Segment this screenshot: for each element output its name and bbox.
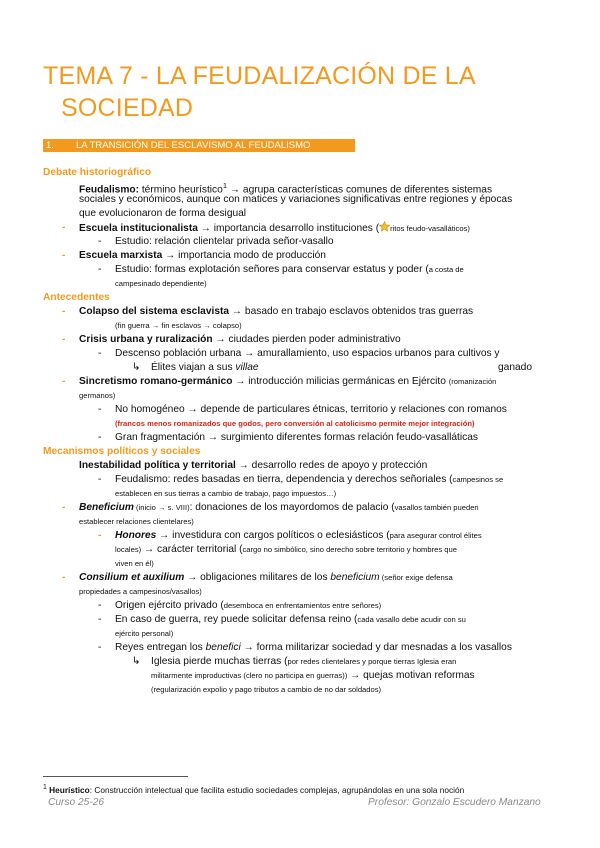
consilium-small: (señor exige defensa xyxy=(379,573,453,582)
title-line-1: TEMA 7 - LA FEUDALIZACIÓN DE LA xyxy=(43,62,476,90)
iglesia-text: Iglesia pierde muchas tierras ( xyxy=(151,656,288,667)
no-homogeneo: No homogéneo → depende de particulares étnicas, territorio y relaciones con romanos xyxy=(115,404,507,415)
sincretismo-term: Sincretismo romano-germánico → xyxy=(79,376,246,387)
feudalismo-text-2: → agrupa características comunes de diferentes sistemas xyxy=(227,184,493,196)
honores-text-2: → carácter territorial ( xyxy=(141,544,243,555)
feud-small: campesinos se xyxy=(452,475,504,484)
dash-bullet: - xyxy=(62,376,66,387)
footer-course: Curso 25-26 xyxy=(48,797,105,808)
origen-text: Origen ejército privado ( xyxy=(115,600,224,611)
dash-bullet: - xyxy=(98,614,102,625)
beneficium-small-2: vasallos también pueden xyxy=(394,503,479,512)
title-line-2: SOCIEDAD xyxy=(61,94,194,122)
section-label: LA TRANSICIÓN DEL ESCLAVISMO AL FEUDALISMO xyxy=(76,140,311,151)
sincretismo-line xyxy=(79,375,496,389)
consilium-small-2: propiedades a campesinos/vasallos) xyxy=(79,587,202,596)
sincretismo-text: introducción milicias germánicas en Ejército xyxy=(245,376,449,387)
iglesia-text-2: → quejas motivan reformas xyxy=(347,670,475,681)
honores-term: Honores xyxy=(115,530,157,541)
fragmentacion: Gran fragmentación → surgimiento diferentes formas relación feudo-vasalláticas xyxy=(115,432,478,443)
footnote xyxy=(43,782,464,796)
crisis-term: Crisis urbana y ruralización → xyxy=(79,334,226,345)
consilium-italic: beneficium xyxy=(330,572,380,583)
dash-bullet: - xyxy=(62,572,66,583)
sub-arrow-bullet: ↳ xyxy=(132,362,141,373)
footnote-ref: 1 xyxy=(222,181,228,190)
crisis-sub: Descenso población urbana → amurallamiento, uso espacios urbanos para cultivos y xyxy=(115,348,500,359)
marx-text: importancia modo de producción xyxy=(175,250,326,261)
inst-sub: Estudio: relación clientelar privada señor-vasallo xyxy=(115,236,334,247)
honores-small-3: cargo no simbólico, sino derecho sobre territorio y hombres que xyxy=(242,545,457,554)
beneficium-small-3: establecer relaciones clientelares) xyxy=(79,517,194,526)
inst-term: Escuela institucionalista → xyxy=(79,223,211,234)
escuela-marxista xyxy=(79,249,326,263)
dash-bullet: - xyxy=(62,334,66,345)
marx-small: a costa de xyxy=(428,265,464,274)
dash-bullet: - xyxy=(62,502,66,513)
crisis-text: ciudades pierden poder administrativo xyxy=(225,334,401,345)
iglesia-line xyxy=(151,655,456,669)
crisis-ganado: ganado xyxy=(498,362,532,373)
consilium-term: Consilium et auxilium → xyxy=(79,572,198,583)
colapso-text: basado en trabajo esclavos obtenidos tras guerras xyxy=(242,306,474,317)
marx-sub xyxy=(115,263,464,277)
marx-term: Escuela marxista → xyxy=(79,250,176,261)
dash-bullet: - xyxy=(98,474,102,485)
honores-line xyxy=(115,529,482,543)
sub-arrow-bullet: ↳ xyxy=(132,656,141,667)
iglesia-small-2: militarmente improductivas (clero no participa en guerras)) xyxy=(151,671,348,680)
dash-bullet: - xyxy=(62,250,66,261)
honores-small: para asegurar control élites xyxy=(389,531,482,540)
feud-sub-text: Feudalismo: redes basadas en tierra, dependencia y derechos señoriales ( xyxy=(115,474,453,485)
star-icon xyxy=(379,221,390,232)
guerra-line xyxy=(115,613,466,627)
honores-text: → investidura con cargos políticos o eclesiásticos ( xyxy=(156,530,390,541)
section-number: 1. xyxy=(46,140,54,151)
feud-small-2: establecen en sus tierras a cambio de trabajo, pago impuestos…) xyxy=(115,489,337,498)
inst-text: importancia desarrollo instituciones ( xyxy=(210,223,380,234)
footnote-term: Heurístico xyxy=(46,784,90,795)
heading-mecanismos: Mecanismos políticos y sociales xyxy=(43,446,201,457)
beneficium-term: Beneficium xyxy=(79,502,134,513)
inestab-term: Inestabilidad política y territorial → xyxy=(79,460,249,471)
crisis-sub-2 xyxy=(151,361,259,375)
beneficium-line xyxy=(79,501,479,515)
marx-sub-text: Estudio: formas explotación señores para conservar estatus y poder ( xyxy=(115,264,429,275)
no-homogeneo-note: (francos menos romanizados que godos, pero conversión al catolicismo permite mejor integración) xyxy=(115,419,475,428)
benefici-term: benefici xyxy=(205,642,241,653)
villae-term: villae xyxy=(235,362,259,373)
guerra-small: cada vasallo debe acudir con su xyxy=(357,615,466,624)
heading-antecedentes: Antecedentes xyxy=(43,292,110,303)
guerra-text: En caso de guerra, rey puede solicitar defensa reino ( xyxy=(115,614,358,625)
colapso-term: Colapso del sistema esclavista → xyxy=(79,306,243,317)
feudalismo-sub xyxy=(115,473,503,487)
inst-small: ritos feudo-vasalláticos) xyxy=(390,224,470,233)
iglesia-small: por redes clientelares y porque tierras Iglesia eran xyxy=(287,657,457,666)
colapso-line xyxy=(79,305,473,319)
section-heading-bar xyxy=(43,139,355,152)
page-title xyxy=(43,60,563,124)
dash-bullet: - xyxy=(98,600,102,611)
reyes-text-2: → forma militarizar sociedad y dar mesnadas a los vasallos xyxy=(240,642,512,653)
sincretismo-small: (romanización xyxy=(448,377,497,386)
footnote-rule xyxy=(43,776,188,777)
iglesia-line-2 xyxy=(151,669,475,683)
reyes-line xyxy=(115,641,512,655)
inestab-text: desarrollo redes de apoyo y protección xyxy=(248,460,428,471)
dash-bullet: - xyxy=(62,222,66,233)
escuela-institucionalista xyxy=(79,221,470,236)
footnote-number: 1 xyxy=(43,784,47,791)
feudalismo-text: término heurístico xyxy=(139,184,223,196)
origen-line xyxy=(115,599,381,613)
footnote-text: : Construcción intelectual que facilita estudio sociedades complejas, agrupándolas en una sola noción xyxy=(89,784,465,795)
heading-debate: Debate historiográfico xyxy=(43,167,152,178)
consilium-text: obligaciones militares de los xyxy=(197,572,331,583)
marx-small-2: campesinado dependiente) xyxy=(115,279,207,288)
feudalismo-term: Feudalismo: xyxy=(79,184,140,196)
feudalismo-line-3: que evolucionaron de forma desigual xyxy=(79,208,247,219)
consilium-line xyxy=(79,571,453,585)
dash-bullet: - xyxy=(98,264,102,275)
footer-professor: Profesor: Gonzalo Escudero Manzano xyxy=(368,797,541,808)
crisis-line xyxy=(79,333,401,347)
dash-bullet: - xyxy=(98,404,102,415)
dash-bullet: - xyxy=(98,236,102,247)
honores-small-4: viven en él) xyxy=(115,559,154,568)
reyes-text: Reyes entregan los xyxy=(115,642,206,653)
crisis-sub2-text: Élites viajan a sus xyxy=(151,362,236,373)
inestabilidad-line xyxy=(79,459,427,473)
beneficium-small: (inicio → s. VIII) xyxy=(133,503,190,512)
iglesia-small-3: (regularización expolio y pago tributos a cambio de no dar soldados) xyxy=(151,685,382,694)
dash-bullet: - xyxy=(98,432,102,443)
dash-bullet: - xyxy=(98,348,102,359)
sincretismo-small-2: germanos) xyxy=(79,391,116,400)
dash-bullet: - xyxy=(62,306,66,317)
feudalismo-line-2: sociales y económicos, aunque con matices y variaciones significativas entre regiones y épocas xyxy=(79,194,513,205)
dash-bullet: - xyxy=(98,530,102,541)
dash-bullet: - xyxy=(98,642,102,653)
beneficium-text: : donaciones de los mayordomos de palacio ( xyxy=(189,502,395,513)
guerra-small-2: ejército personal) xyxy=(115,629,174,638)
colapso-small: (fin guerra → fin esclavos → colapso) xyxy=(115,321,242,330)
origen-small: desemboca en enfrentamientos entre señores) xyxy=(223,601,382,610)
honores-line-2 xyxy=(115,543,457,557)
honores-small-2: locales) xyxy=(115,545,142,554)
